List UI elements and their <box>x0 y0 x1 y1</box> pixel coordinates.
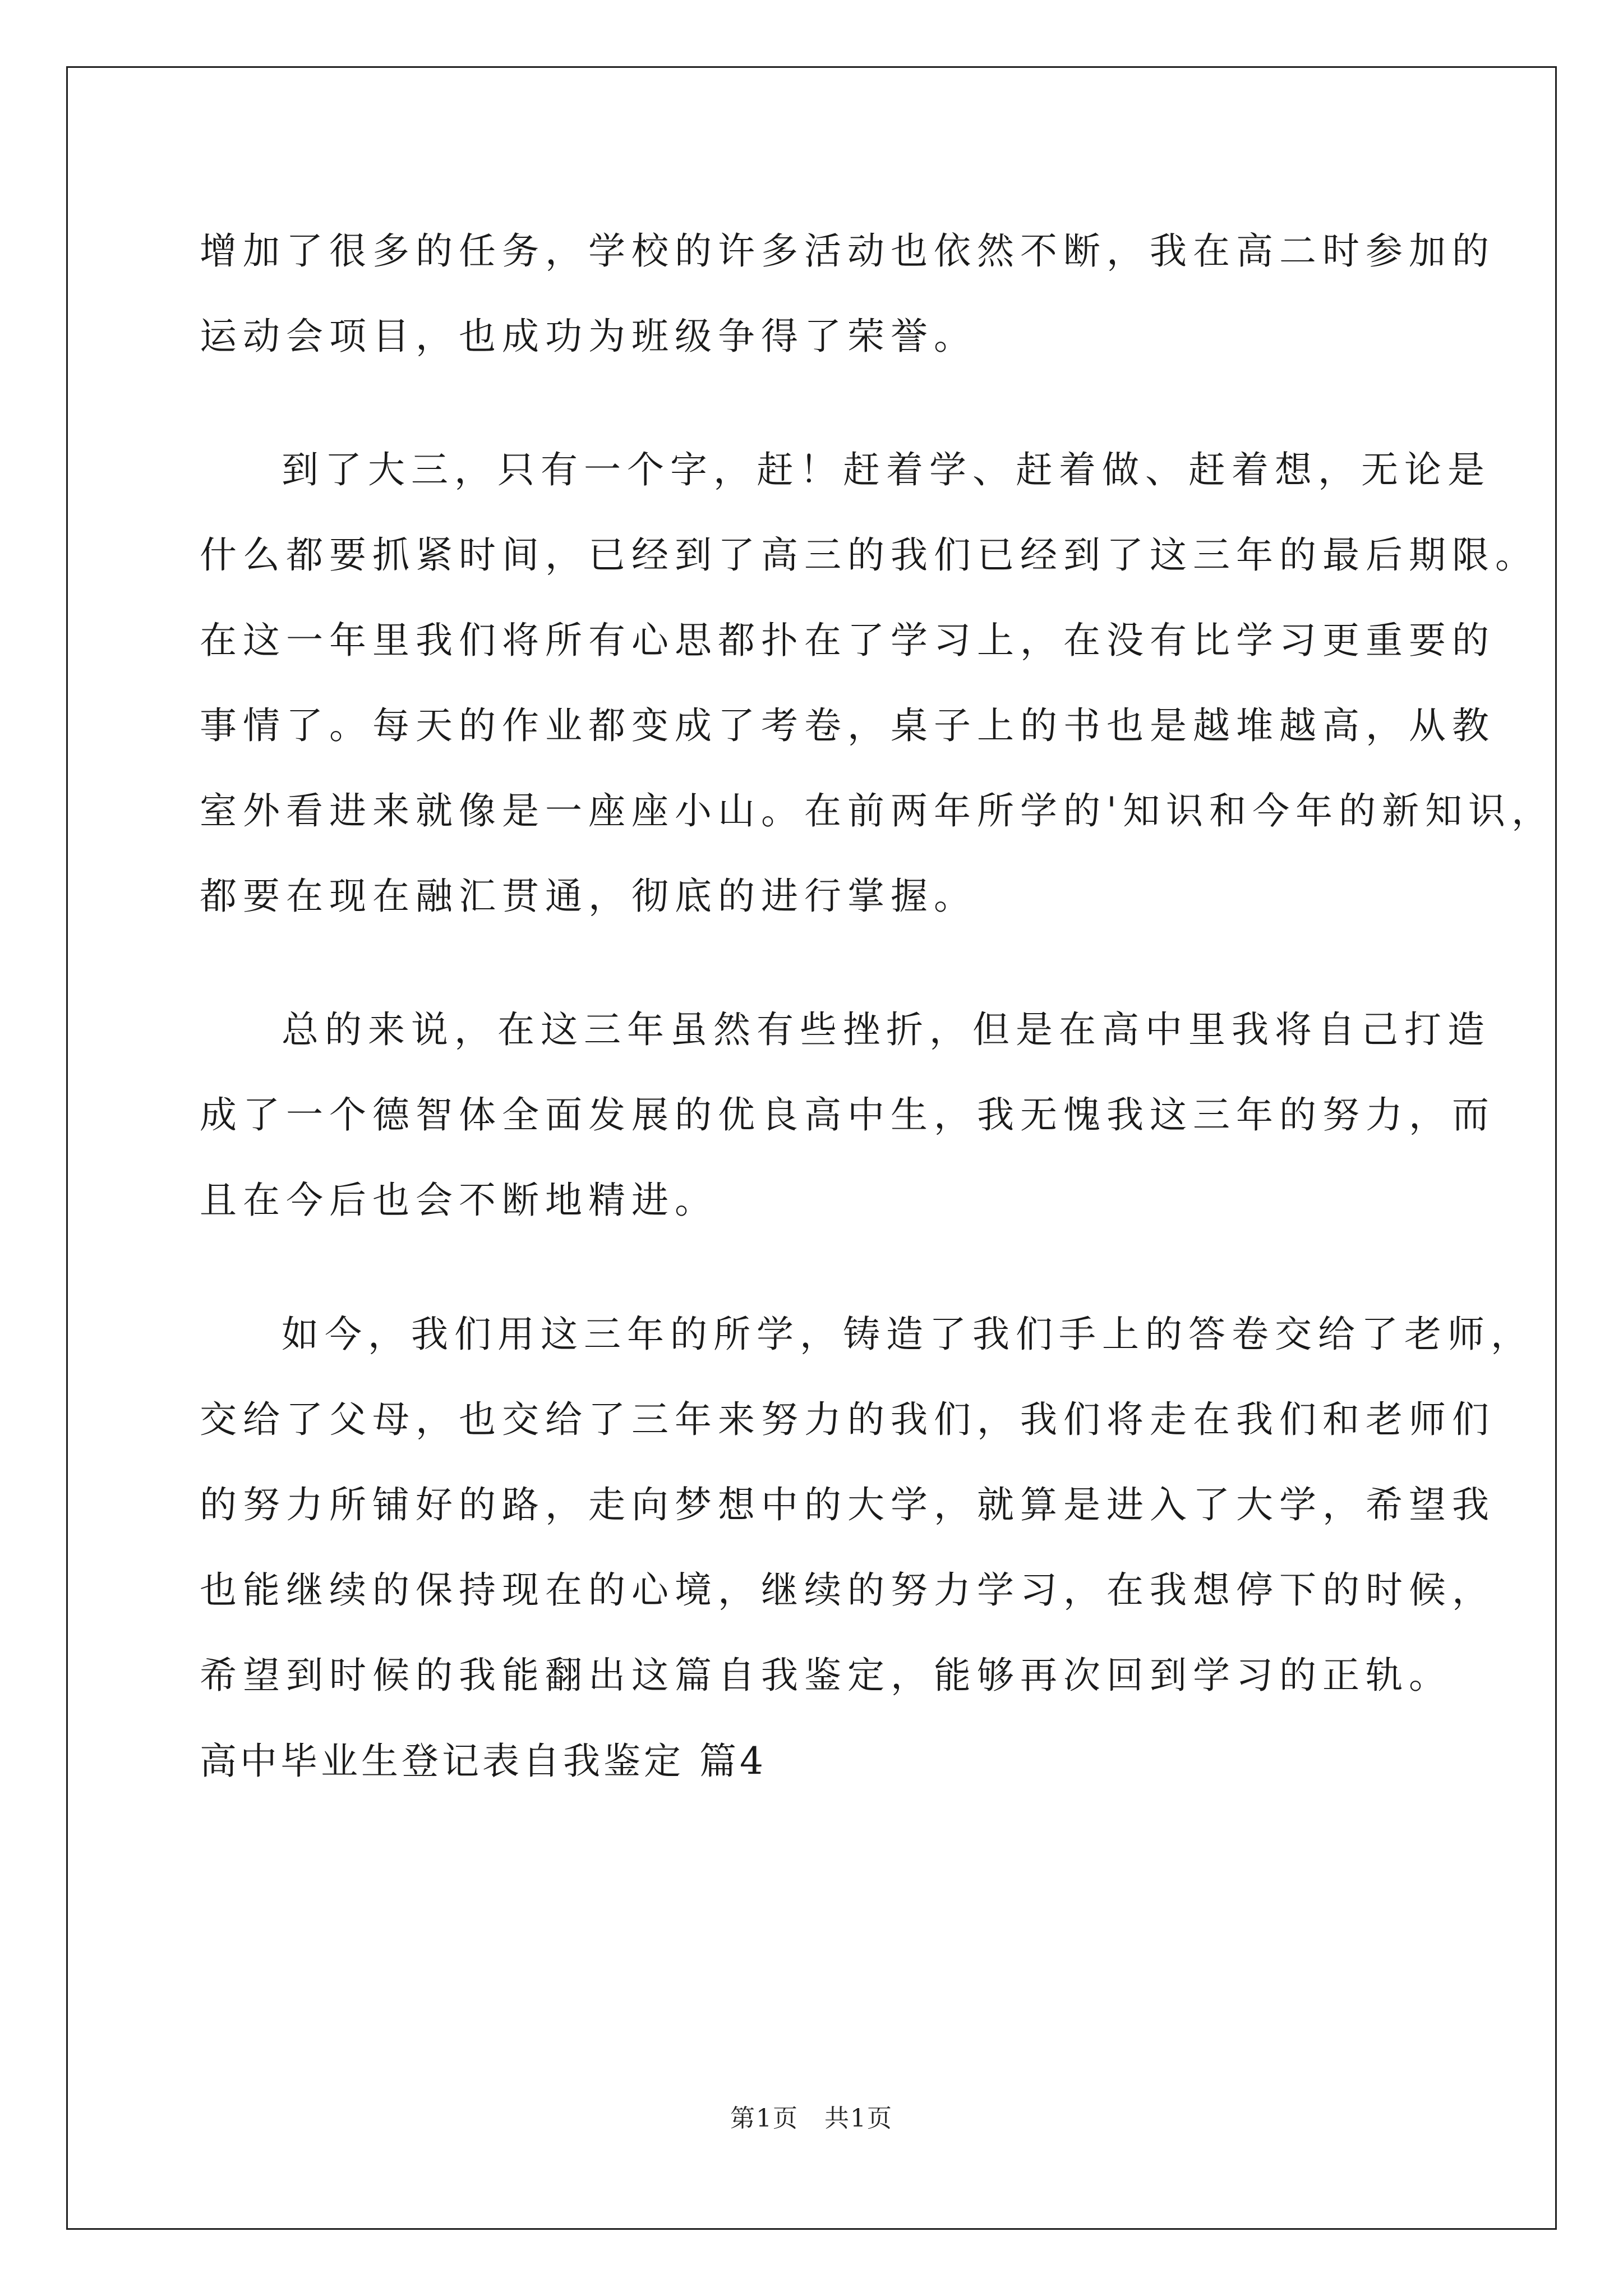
body-text-line: 且在今后也会不断地精进。 <box>200 1179 718 1222</box>
body-text-line: 的努力所铺好的路，走向梦想中的大学，就算是进入了大学，希望我 <box>200 1483 1495 1526</box>
body-text-line: 在这一年里我们将所有心思都扑在了学习上，在没有比学习更重要的 <box>200 619 1495 662</box>
section-heading: 高中毕业生登记表自我鉴定 篇4 <box>200 1740 767 1783</box>
body-text-line: 交给了父母，也交给了三年来努力的我们，我们将走在我们和老师们 <box>200 1398 1495 1441</box>
body-text-line: 增加了很多的任务，学校的许多活动也依然不断，我在高二时参加的 <box>200 229 1495 273</box>
body-text-line: 希望到时候的我能翻出这篇自我鉴定，能够再次回到学习的正轨。 <box>200 1654 1452 1697</box>
body-text-line: 也能继续的保持现在的心境，继续的努力学习，在我想停下的时候， <box>200 1568 1495 1612</box>
body-text-line: 到了大三，只有一个字，赶！赶着学、赶着做、赶着想，无论是 <box>282 448 1491 491</box>
body-text-line: 总的来说，在这三年虽然有些挫折，但是在高中里我将自己打造 <box>282 1008 1491 1051</box>
page-border <box>66 66 1557 2230</box>
page-number-footer: 第1页 共1页 <box>730 2104 893 2133</box>
body-text-line: 运动会项目，也成功为班级争得了荣誉。 <box>200 315 977 358</box>
body-text-line: 什么都要抓紧时间，已经到了高三的我们已经到了这三年的最后期限。 <box>200 533 1538 577</box>
body-text-line: 室外看进来就像是一座座小山。在前两年所学的'知识和今年的新知识， <box>200 789 1555 832</box>
body-text-line: 都要在现在融汇贯通，彻底的进行掌握。 <box>200 875 977 918</box>
body-text-line: 事情了。每天的作业都变成了考卷，桌子上的书也是越堆越高，从教 <box>200 704 1495 747</box>
body-text-line: 如今，我们用这三年的所学，铸造了我们手上的答卷交给了老师， <box>282 1313 1534 1356</box>
body-text-line: 成了一个德智体全面发展的优良高中生，我无愧我这三年的努力，而 <box>200 1093 1495 1137</box>
